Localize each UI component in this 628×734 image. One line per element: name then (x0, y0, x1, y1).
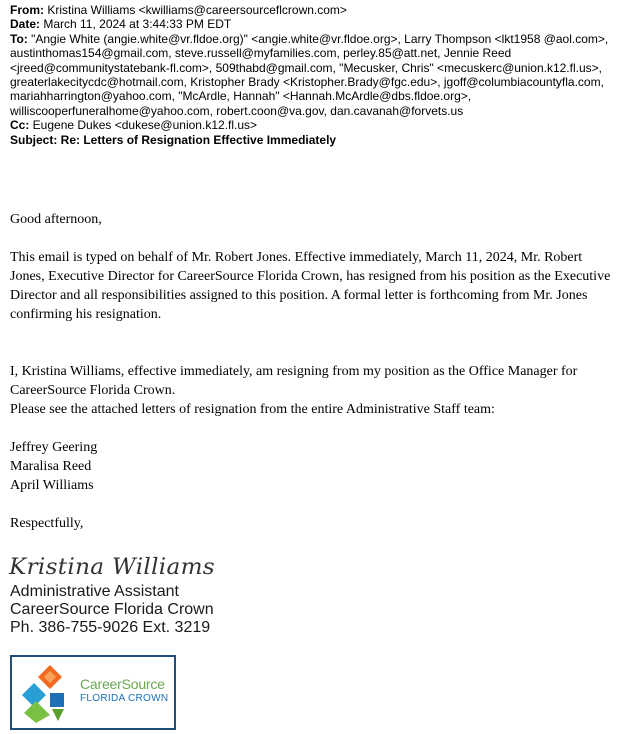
email-body (10, 210, 618, 533)
date-line (10, 17, 615, 31)
careersource-logo (10, 655, 176, 730)
from-line (10, 3, 615, 17)
date-value: March 11, 2024 at 3:44:33 PM EDT (40, 17, 232, 32)
signature-block (10, 583, 214, 637)
paragraph-resignation: I, Kristina Williams, effective immediately, am resigning from my position as the Office Manager for CareerSource Florida Crown. (10, 364, 578, 398)
signature-org: CareerSource Florida Crown (10, 601, 214, 618)
from-label: From: (10, 3, 44, 17)
cc-line (10, 118, 615, 132)
cc-label: Cc: (10, 118, 30, 133)
logo-mark-icon (22, 665, 78, 723)
staff-name: Maralisa Reed (10, 459, 92, 474)
date-label: Date: (10, 17, 41, 32)
greeting: Good afternoon, (10, 212, 102, 227)
to-value: "Angie White (angie.white@vr.fldoe.org)" <angie.white@vr.fldoe.org>, Larry Thompson <lkt1958 @aol.com>, austinthomas154@gmail.com, steve.russell@myfamilies.com, perley.85@att.net, Jennie Reed <jreed@communitystatebank-fl.com>, 509thabd@gmail.com, "Mecusker, Chris" <mecuskerc@union.k12.fl.us>, greaterlakecitycdc@hotmail.com, Kristopher Brady <Kristopher.Brady@fgc.edu>, jgoff@columbiacountyfla.com, mariahharrington@yahoo.com, "McArdle, Hannah" <Hannah.McArdle@dbs.fldoe.org>, williscooperfuneralhome@yahoo.com, robert.coon@va.gov, dan.cavanah@forvets.us (10, 31, 609, 118)
to-line (10, 32, 615, 118)
from-value: Kristina Williams <kwilliams@careersourceflcrown.com> (44, 3, 347, 17)
script-signature: Kristina Williams (9, 555, 215, 580)
logo-name: CareerSource (80, 676, 165, 692)
cc-value: Eugene Dukes <dukese@union.k12.fl.us> (29, 118, 258, 133)
paragraph-attached: Please see the attached letters of resignation from the entire Administrative Staff team: (10, 402, 495, 417)
staff-name: Jeffrey Geering (10, 440, 98, 455)
subject-line (10, 133, 615, 147)
subject-value: Re: Letters of Resignation Effective Immediately (57, 132, 337, 147)
staff-name: April Williams (10, 478, 94, 493)
logo-subtitle: FLORIDA CROWN (80, 693, 169, 704)
signature-phone: Ph. 386-755-9026 Ext. 3219 (10, 619, 211, 636)
email-header (10, 3, 615, 147)
closing: Respectfully, (10, 516, 84, 531)
paragraph-behalf: This email is typed on behalf of Mr. Robert Jones. Effective immediately, March 11, 2024, Mr. Robert Jones, Executive Director for CareerSource Florida Crown, has resigned from his position as the Executive Director and all responsibilities assigned to this position. A formal letter is forthcoming from Mr. Jones confirming his resignation. (10, 250, 611, 322)
to-label: To: (10, 31, 28, 46)
signature-title: Administrative Assistant (10, 583, 179, 600)
subject-label: Subject: (10, 132, 58, 147)
